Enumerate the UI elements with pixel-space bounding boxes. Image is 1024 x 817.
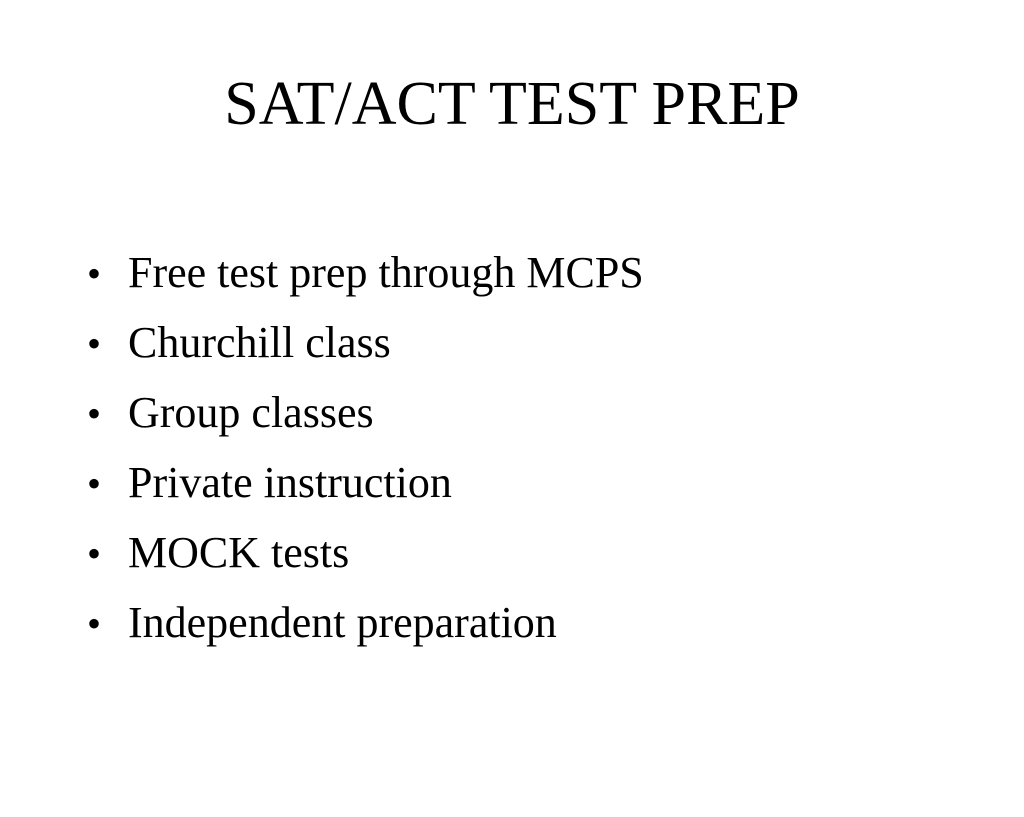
bullet-item-churchill-class [87,318,644,388]
bullet-item-free-test-prep [87,248,644,318]
bullet-icon: • [87,601,102,646]
bullet-text: Group classes [128,388,374,437]
bullet-icon: • [87,251,102,296]
bullet-text: Independent preparation [128,598,557,647]
bullet-text: MOCK tests [128,528,350,577]
bullet-icon: • [87,391,102,436]
bullet-icon: • [87,531,102,576]
bullet-item-private-instruction [87,458,644,528]
bullet-item-independent-preparation [87,598,644,668]
bullet-text: Private instruction [128,458,452,507]
bullet-list [87,248,644,668]
bullet-icon: • [87,461,102,506]
slide-title: SAT/ACT TEST PREP [224,70,800,138]
bullet-item-mock-tests [87,528,644,598]
bullet-text: Free test prep through MCPS [128,248,644,297]
bullet-item-group-classes [87,388,644,458]
bullet-icon: • [87,321,102,366]
bullet-text: Churchill class [128,318,391,367]
